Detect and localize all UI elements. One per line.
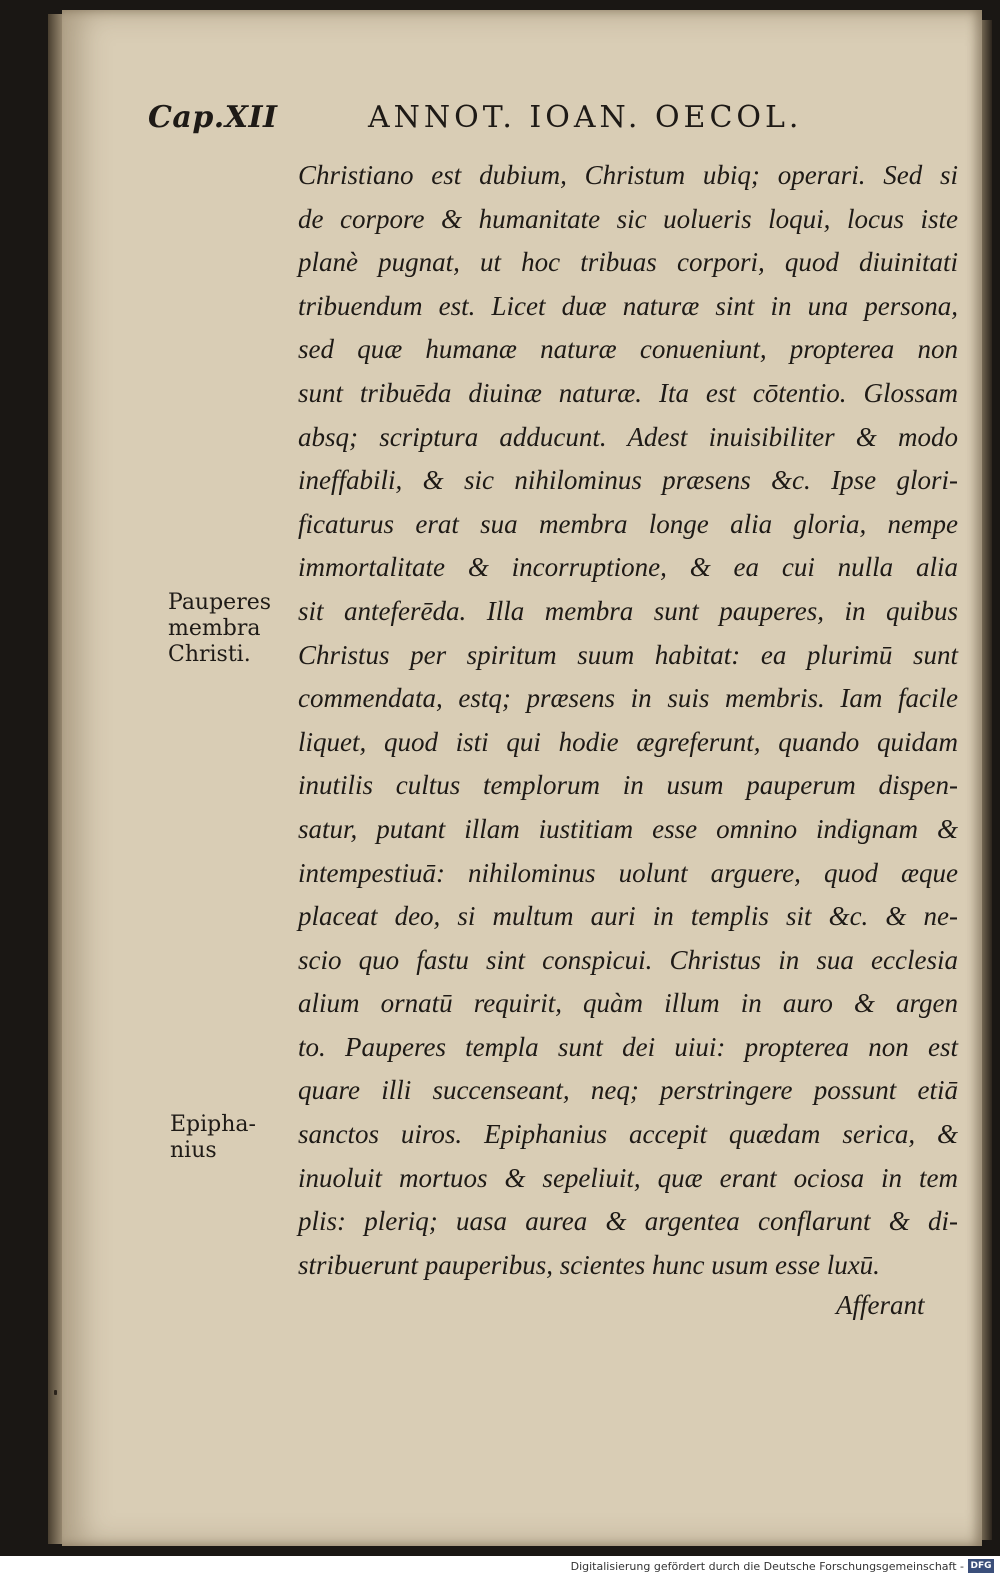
text-line: satur, putant illam iustitiam esse omnino indignam & [298,813,958,844]
text-line: commendata, estq; præsens in suis membris. Iam facile [298,683,958,714]
text-line: alium ornatū requirit, quàm illum in auro & argen [298,988,958,1019]
marginal-line: Epipha- [170,1112,256,1137]
marginal-line: Pauperes [168,590,272,615]
marginal-line: membra [168,616,261,641]
text-line: intempestiuā: nihilominus uolunt arguere, quod æque [298,857,958,888]
text-line: planè pugnat, ut hoc tribuas corpori, quod diuinitati [298,247,958,278]
body-text [298,154,958,1287]
text-line: inutilis cultus templorum in usum pauperum dispen- [298,770,958,801]
text-line: to. Pauperes templa sunt dei uiui: propterea non est [298,1031,958,1062]
dfg-logo: DFG [968,1559,994,1573]
text-line: de corpore & humanitate sic uolueris loqui, locus iste [298,203,958,234]
text-line: absq; scriptura adducunt. Adest inuisibiliter & modo [298,421,958,452]
text-line: tribuendum est. Licet duæ naturæ sint in una persona, [298,290,958,321]
marginal-line: nius [170,1138,217,1163]
text-line: sanctos uiros. Epiphanius accepit quædam serica, & [298,1119,958,1150]
text-line: inuoluit mortuos & sepeliuit, quæ erant ociosa in tem [298,1162,958,1193]
text-line: ineffabili, & sic nihilominus præsens &c. Ipse glori- [298,465,958,496]
text-line: plis: pleriq; uasa aurea & argentea conflarunt & di- [298,1206,958,1237]
running-header [0,100,1000,150]
marginal-note-pauperes [168,590,271,668]
digitization-footer [0,1556,1000,1578]
text-line: Christus per spiritum suum habitat: ea plurimū sunt [298,639,958,670]
ink-speck [54,1390,57,1395]
footer-credit: Digitalisierung gefördert durch die Deutsche Forschungsgemeinschaft - [570,1560,964,1573]
text-line: sunt tribuēda diuinæ naturæ. Ita est cōtentio. Glossam [298,377,958,408]
text-line: Christiano est dubium, Christum ubiq; operari. Sed si [298,160,958,190]
text-line: liquet, quod isti qui hodie ægreferunt, quando quidam [298,726,958,757]
catchword: Afferant [836,1290,925,1320]
chapter-label: Cap.XII [148,100,278,135]
text-line: sed quæ humanæ naturæ conueniunt, propterea non [298,334,958,365]
running-title: ANNOT. IOAN. OECOL. [368,100,803,135]
text-line: stribuerunt pauperibus, scientes hunc usum esse luxū. [298,1249,880,1280]
text-line: scio quo fastu sint conspicui. Christus in sua ecclesia [298,944,958,975]
text-line: immortalitate & incorruptione, & ea cui nulla alia [298,552,958,583]
text-line: quare illi succenseant, neq; perstringere possunt etiā [298,1075,958,1106]
marginal-note-epiphanius [170,1112,256,1164]
text-line: ficaturus erat sua membra longe alia gloria, nempe [298,508,958,539]
text-line: sit anteferēda. Illa membra sunt pauperes, in quibus [298,595,958,626]
marginal-line: Christi. [168,642,251,667]
text-line: placeat deo, si multum auri in templis sit &c. & ne- [298,901,958,932]
